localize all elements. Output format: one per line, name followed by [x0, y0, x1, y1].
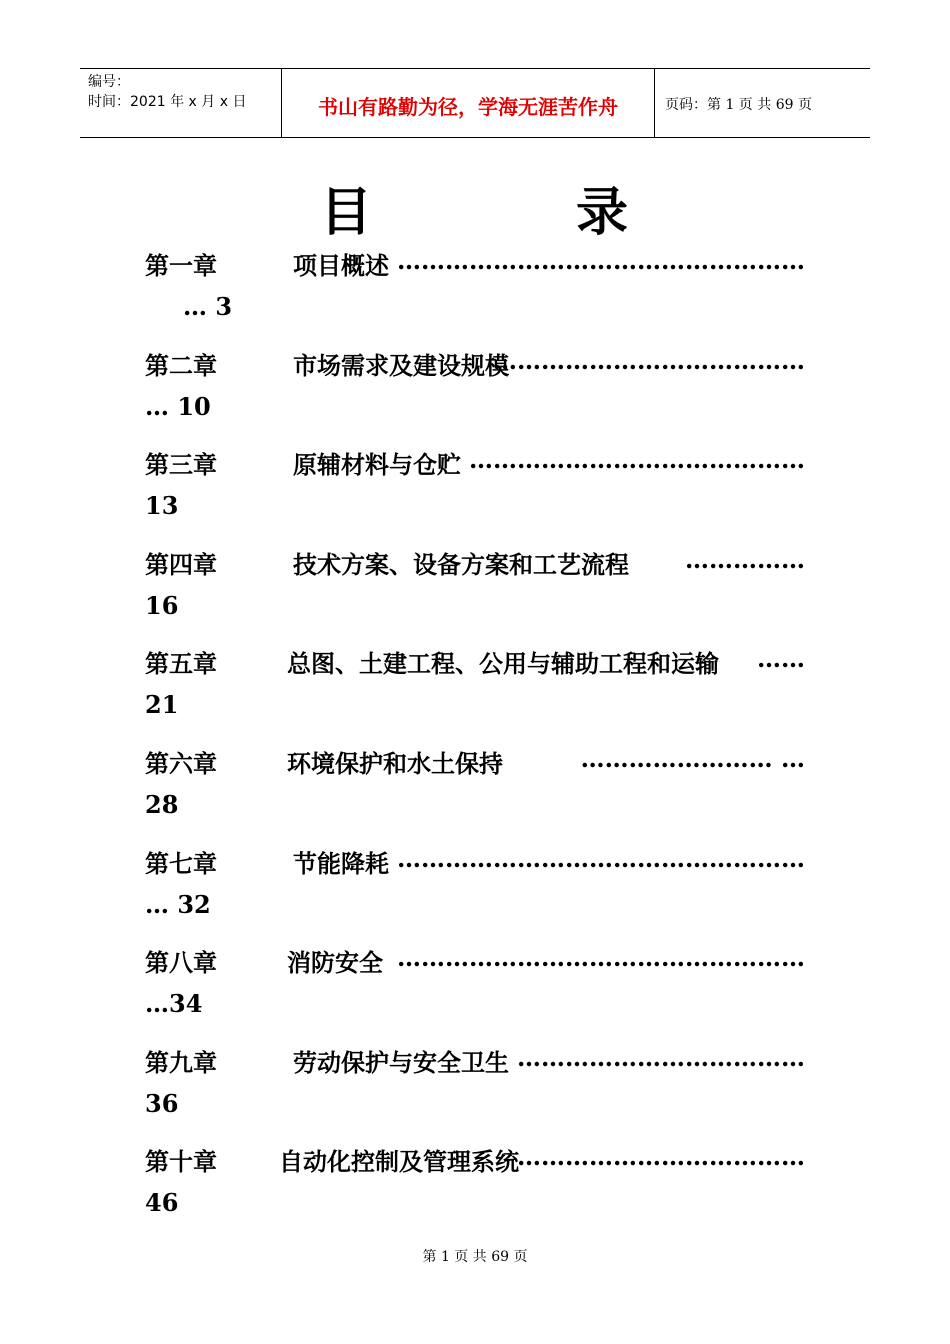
- page-title: [0, 170, 950, 243]
- toc-page: …34: [145, 989, 203, 1019]
- toc-chapter: 第三章: [145, 450, 217, 480]
- title-char-left: 目: [320, 182, 373, 243]
- toc-page: 46: [145, 1188, 179, 1218]
- toc-page: 13: [145, 491, 179, 521]
- toc-entry[interactable]: [145, 439, 805, 539]
- toc-entry[interactable]: [145, 937, 805, 1037]
- toc-leader: …………………………………: [493, 345, 805, 375]
- table-of-contents: [145, 240, 805, 1236]
- toc-title: 消防安全: [287, 948, 383, 978]
- toc-entry[interactable]: [145, 838, 805, 938]
- page-header: [80, 68, 870, 138]
- toc-chapter: 第九章: [145, 1047, 217, 1077]
- toc-title: 总图、土建工程、公用与辅助工程和运输: [287, 649, 719, 679]
- toc-page: 16: [145, 590, 179, 620]
- toc-entry[interactable]: [145, 1037, 805, 1137]
- toc-page: 36: [145, 1088, 179, 1118]
- toc-chapter: 第八章: [145, 948, 217, 978]
- toc-entry[interactable]: [145, 638, 805, 738]
- toc-title: 劳动保护与安全卫生: [293, 1047, 509, 1077]
- toc-title: 项目概述: [293, 251, 389, 280]
- toc-title: 自动化控制及管理系统: [279, 1147, 519, 1177]
- toc-leader: ……………………………………………: [397, 246, 805, 275]
- toc-entry[interactable]: [145, 738, 805, 838]
- doc-number-label: 编号：: [88, 74, 130, 90]
- toc-title: 原辅材料与仓贮: [293, 450, 461, 480]
- toc-entry[interactable]: [145, 1136, 805, 1236]
- toc-leader: ……………: [685, 544, 805, 574]
- toc-chapter: 第一章: [145, 251, 217, 280]
- toc-leader: ……: [757, 644, 805, 674]
- toc-chapter: 第七章: [145, 848, 217, 878]
- toc-chapter: 第二章: [145, 350, 217, 380]
- doc-time-label: 时间：2021 年 x 月 x 日: [88, 94, 247, 110]
- toc-page: 21: [145, 690, 179, 720]
- toc-leader: ……………………………………………: [397, 843, 805, 873]
- header-meta-cell: [80, 69, 282, 137]
- toc-leader: ……………………………………: [469, 445, 805, 475]
- toc-title: 市场需求及建设规模: [293, 350, 509, 380]
- title-char-right: 录: [576, 182, 629, 243]
- toc-entry[interactable]: [145, 240, 805, 340]
- toc-title: 环境保护和水土保持: [287, 748, 503, 778]
- toc-leader: …………………… …: [580, 743, 805, 773]
- toc-entry[interactable]: [145, 539, 805, 639]
- toc-leader: ……………………………………………: [397, 943, 805, 973]
- toc-entry[interactable]: [145, 340, 805, 440]
- header-page-info: 页码：第 1 页 共 69 页: [665, 97, 812, 113]
- toc-chapter: 第六章: [145, 748, 217, 778]
- toc-page: 28: [145, 789, 179, 819]
- toc-leader: ………………………………: [517, 1142, 805, 1172]
- toc-title: 技术方案、设备方案和工艺流程: [293, 549, 629, 579]
- toc-leader: ………………………………: [517, 1042, 805, 1072]
- toc-title: 节能降耗: [293, 848, 389, 878]
- header-motto: 书山有路勤为径，学海无涯苦作舟: [282, 69, 655, 137]
- toc-chapter: 第十章: [145, 1147, 217, 1177]
- toc-page: … 32: [145, 889, 211, 919]
- toc-chapter: 第五章: [145, 649, 217, 679]
- toc-chapter: 第四章: [145, 549, 217, 579]
- toc-page: … 3: [183, 292, 233, 321]
- page-footer: 第 1 页 共 69 页: [422, 1249, 528, 1265]
- toc-page: … 10: [145, 391, 211, 421]
